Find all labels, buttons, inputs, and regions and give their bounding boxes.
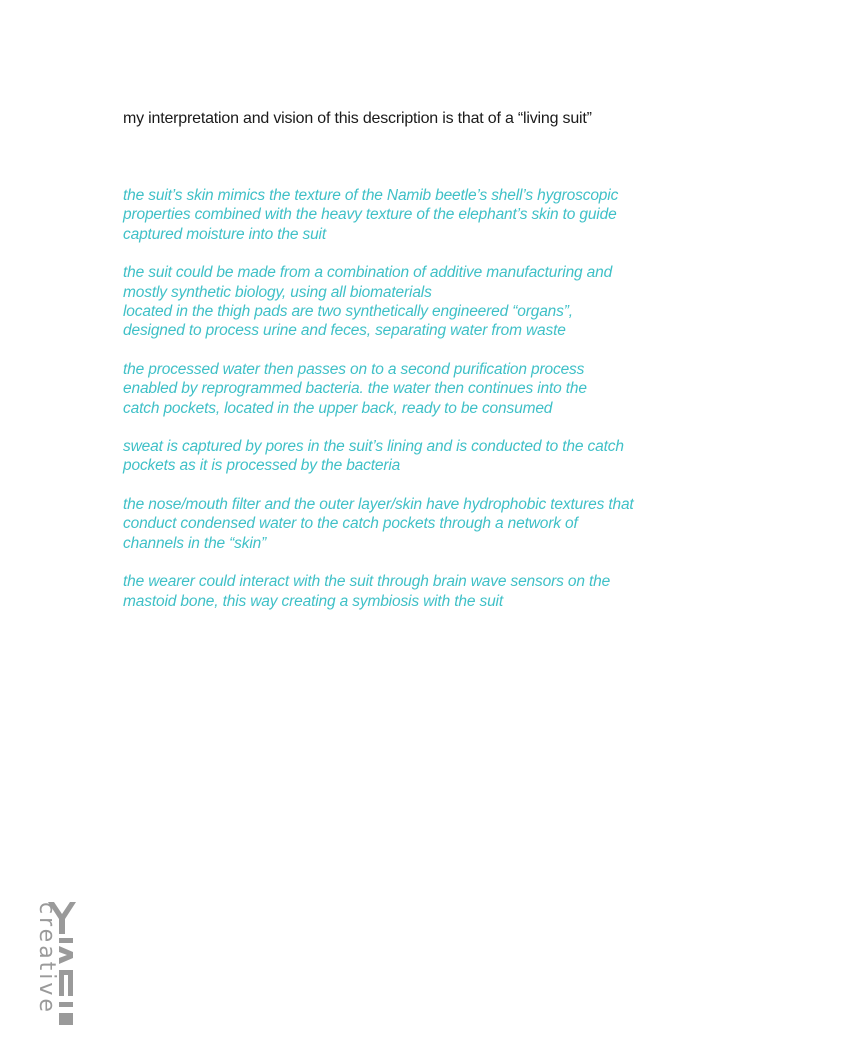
paragraph-line: properties combined with the heavy texture of the elephant’s skin to guide	[123, 206, 617, 224]
paragraph-line: designed to process urine and feces, separating water from waste	[123, 322, 566, 340]
logo-word: creative	[34, 902, 59, 1015]
paragraph-line: the nose/mouth filter and the outer layer/skin have hydrophobic textures that	[123, 495, 634, 513]
paragraph-materials	[123, 263, 753, 341]
paragraph-line: mostly synthetic biology, using all biomaterials	[123, 283, 432, 301]
description-body	[123, 186, 753, 630]
paragraph-line: catch pockets, located in the upper back, ready to be consumed	[123, 399, 553, 417]
paragraph-line: sweat is captured by pores in the suit’s lining and is conducted to the catch	[123, 438, 624, 456]
paragraph-line: enabled by reprogrammed bacteria. the water then continues into the	[123, 380, 587, 398]
paragraph-line: the processed water then passes on to a second purification process	[123, 360, 585, 378]
paragraph-brain-sensors	[123, 572, 753, 611]
paragraph-skin-texture	[123, 186, 753, 244]
brand-logo	[22, 898, 78, 1030]
paragraph-line: the suit’s skin mimics the texture of the Namib beetle’s shell’s hygroscopic	[123, 187, 619, 204]
paragraph-hydrophobic	[123, 495, 753, 553]
paragraph-line: the suit could be made from a combination of additive manufacturing and	[123, 264, 613, 282]
paragraph-line: captured moisture into the suit	[123, 225, 326, 243]
paragraph-line: mastoid bone, this way creating a symbiosis with the suit	[123, 592, 503, 610]
page-heading: my interpretation and vision of this description is that of a “living suit”	[123, 110, 592, 127]
logo-mark-icon	[22, 898, 78, 1030]
paragraph-purification	[123, 360, 753, 418]
paragraph-line: located in the thigh pads are two synthetically engineered “organs”,	[123, 303, 573, 321]
paragraph-line: pockets as it is processed by the bacteria	[123, 457, 401, 475]
paragraph-line: the wearer could interact with the suit through brain wave sensors on the	[123, 573, 611, 591]
paragraph-line: channels in the “skin”	[123, 534, 267, 552]
paragraph-sweat	[123, 437, 753, 476]
paragraph-line: conduct condensed water to the catch pockets through a network of	[123, 515, 578, 533]
